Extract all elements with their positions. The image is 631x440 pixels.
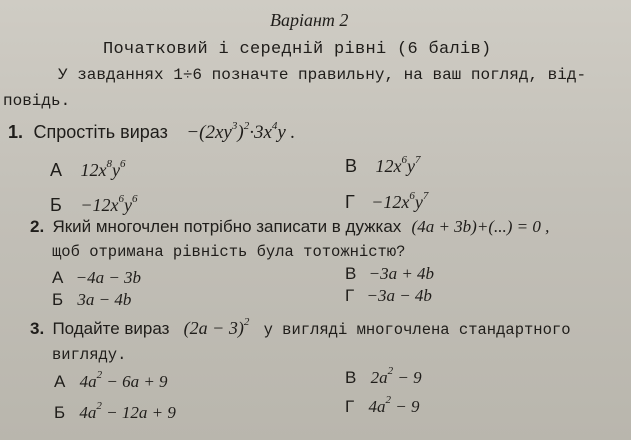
option-value: $12x^8y^6$ [80, 158, 126, 180]
q3-option-a[interactable] [54, 369, 168, 392]
q1-option-b[interactable] [50, 195, 137, 216]
q2-option-v[interactable] [345, 264, 434, 284]
option-value: $-12x^6y^7$ [371, 190, 429, 212]
option-value: −4a − 3b [75, 268, 142, 287]
instruction-line-1: У завданнях 1÷6 позначте правильну, на ваш погляд, від- [58, 66, 587, 84]
option-value: −3a + 4b [368, 264, 435, 283]
option-label: В [345, 264, 357, 283]
option-label: А [50, 160, 63, 180]
level-heading: Початковий і середній рівні (6 балів) [103, 40, 492, 59]
question-3-line-2: вигляду. [52, 346, 127, 364]
question-3 [30, 318, 571, 339]
question-3-text: Подайте вираз [52, 319, 170, 338]
q2-option-g[interactable] [345, 286, 432, 306]
q2-option-b[interactable] [52, 290, 131, 310]
option-value: $2a^2 - 9$ [370, 365, 422, 387]
option-label: В [345, 156, 358, 176]
question-2-expression: (4a + 3b)+(...) = 0 , [411, 217, 550, 236]
option-value: $4a^2 - 12a + 9$ [79, 400, 176, 422]
option-value: $4a^2 - 9$ [368, 394, 420, 416]
q1-option-a[interactable] [50, 160, 126, 181]
question-3-number: 3. [30, 319, 45, 338]
question-3-expression: $(2a - 3)^2$ [183, 316, 250, 338]
q3-option-v[interactable] [345, 365, 422, 388]
question-1-number: 1. [8, 122, 24, 142]
option-label: Б [50, 195, 62, 215]
option-label: А [52, 268, 64, 287]
option-value: $4a^2 - 6a + 9$ [79, 369, 168, 391]
option-label: Г [345, 286, 355, 305]
q1-option-v[interactable] [345, 156, 421, 177]
option-value: 3a − 4b [77, 290, 132, 309]
q2-option-a[interactable] [52, 268, 141, 288]
question-1-text: Спростіть вираз [33, 122, 168, 142]
option-label: В [345, 368, 357, 387]
question-3-text-b: у вигляді многочлена стандартного [263, 321, 571, 339]
question-2 [30, 217, 549, 237]
instruction-line-2: повідь. [3, 92, 71, 110]
question-2-number: 2. [30, 217, 45, 236]
question-1-expression: $-(2xy^3)^2\cdot 3x^4y$ . [186, 120, 296, 143]
option-value: $12x^6y^7$ [375, 154, 421, 176]
option-label: Г [345, 397, 355, 416]
option-value: $-12x^6y^6$ [80, 193, 138, 215]
question-2-line-2: щоб отримана рівність була тотожністю? [52, 243, 406, 261]
option-label: Б [52, 290, 64, 309]
option-label: Б [54, 403, 66, 422]
option-label: Г [345, 192, 355, 212]
option-value: −3a − 4b [366, 286, 432, 305]
q1-option-g[interactable] [345, 192, 428, 213]
option-label: А [54, 372, 66, 391]
question-2-text: Який многочлен потрібно записати в дужках [52, 217, 402, 236]
q3-option-b[interactable] [54, 400, 176, 423]
variant-title: Варіант 2 [270, 10, 349, 30]
q3-option-g[interactable] [345, 394, 420, 417]
question-1 [8, 122, 295, 144]
